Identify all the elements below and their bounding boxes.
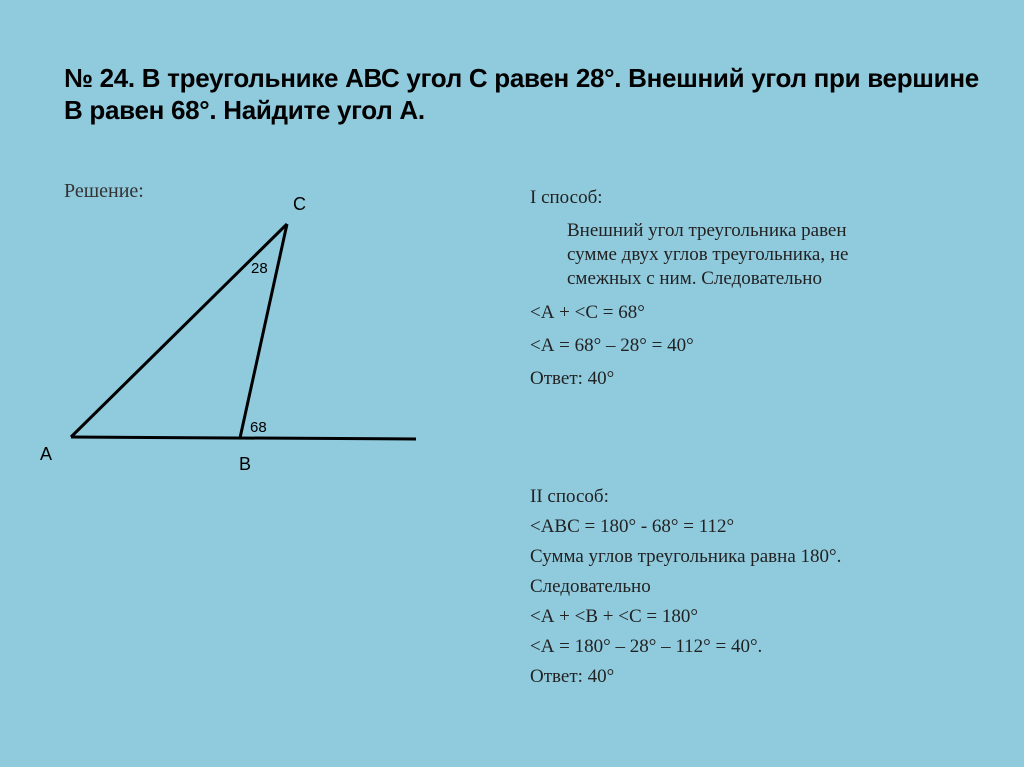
side-ac: [71, 224, 287, 437]
method-1-equation-2: <А = 68° – 28° = 40°: [530, 335, 694, 356]
problem-line-2: В равен 68°. Найдите угол А.: [64, 95, 425, 125]
method-2-line: Следовательно: [530, 576, 651, 597]
method-1-answer: Ответ: 40°: [530, 368, 615, 389]
method-1: [530, 184, 1000, 392]
side-bc: [240, 224, 287, 438]
method-2: [530, 482, 1000, 692]
solution-label: Решение:: [64, 180, 144, 202]
method-1-equation-1: <А + <С = 68°: [530, 302, 645, 323]
angle-b-label: 68: [250, 419, 267, 436]
method-1-heading: I способ:: [530, 187, 603, 208]
method-2-line: <А + <В + <С = 180°: [530, 606, 698, 627]
method-1-text-line: сумме двух углов треугольника, не: [567, 244, 849, 265]
problem-statement: [64, 62, 984, 126]
method-1-explanation: [530, 219, 1000, 291]
method-2-line: <АВС = 180° - 68° = 112°: [530, 516, 735, 537]
vertex-a-label: А: [40, 444, 53, 464]
angle-c-label: 28: [251, 260, 268, 277]
method-2-line: <А = 180° – 28° – 112° = 40°.: [530, 636, 763, 657]
base-line-extended: [71, 437, 416, 439]
method-2-line: Сумма углов треугольника равна 180°.: [530, 546, 842, 567]
triangle-diagram: [30, 190, 450, 490]
method-1-text-line: Внешний угол треугольника равен: [567, 220, 847, 241]
method-2-answer: Ответ: 40°: [530, 666, 615, 687]
problem-line-1: № 24. В треугольнике АВС угол С равен 28°. Внешний угол при вершине: [64, 63, 979, 93]
method-1-text-line: смежных с ним. Следовательно: [567, 268, 822, 289]
vertex-c-label: С: [293, 194, 306, 214]
vertex-b-label: В: [239, 454, 252, 474]
method-2-heading: II способ:: [530, 486, 609, 507]
